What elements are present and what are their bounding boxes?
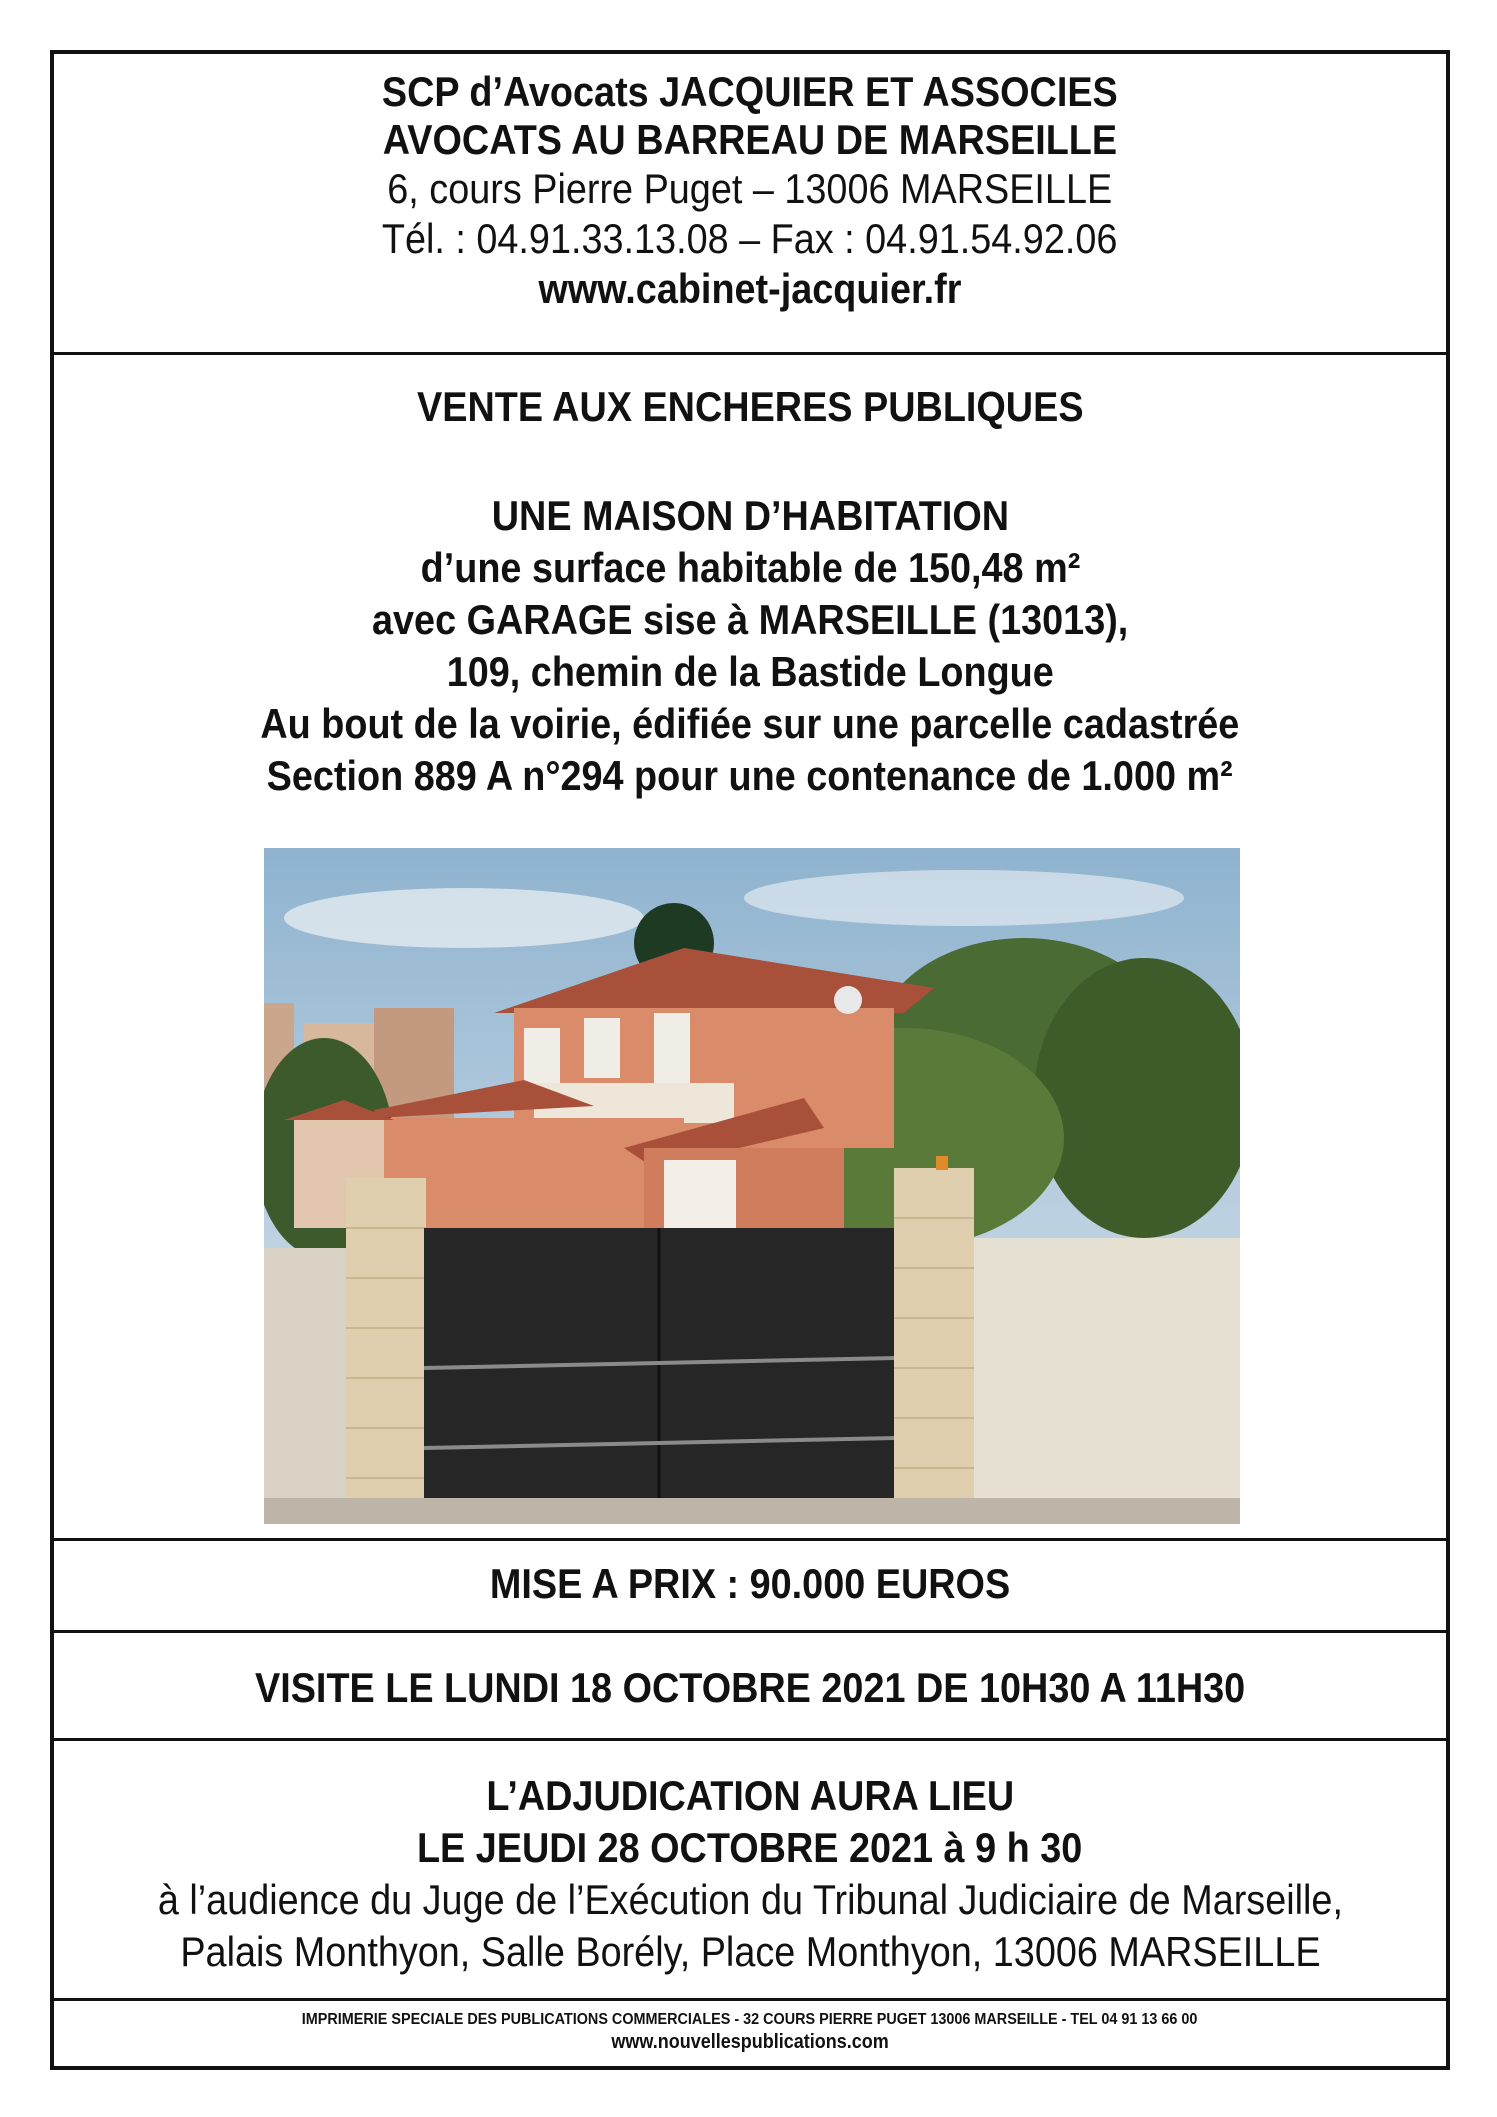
- divider: [54, 1998, 1446, 2001]
- divider: [54, 1630, 1446, 1633]
- property-address: 109, chemin de la Bastide Longue: [446, 648, 1054, 695]
- property-type: UNE MAISON D’HABITATION: [491, 492, 1009, 539]
- sale-section: [54, 382, 1446, 432]
- divider: [54, 1738, 1446, 1741]
- printer-info: IMPRIMERIE SPECIALE DES PUBLICATIONS COMMERCIALES - 32 COURS PIERRE PUGET 13006 MARSEILLE - TEL 04 91 13 66 00: [302, 2011, 1198, 2028]
- property-cadastre: Section 889 A n°294 pour une contenance de 1.000 m²: [266, 752, 1234, 799]
- visit-section: [54, 1660, 1446, 1716]
- firm-name: SCP d’Avocats JACQUIER ET ASSOCIES: [382, 68, 1118, 115]
- sale-title: VENTE AUX ENCHERES PUBLIQUES: [416, 383, 1084, 430]
- house-with-gate-illustration: [264, 848, 1240, 1524]
- divider: [54, 352, 1446, 355]
- starting-price: MISE A PRIX : 90.000 EUROS: [489, 1560, 1011, 1607]
- property-surface: d’une surface habitable de 150,48 m²: [420, 544, 1080, 591]
- property-plot: Au bout de la voirie, édifiée sur une parcelle cadastrée: [260, 700, 1240, 747]
- price-section: [54, 1556, 1446, 1612]
- firm-address: 6, cours Pierre Puget – 13006 MARSEILLE: [387, 165, 1113, 212]
- auction-section: [54, 1770, 1446, 1978]
- auction-date: LE JEUDI 28 OCTOBRE 2021 à 9 h 30: [417, 1824, 1083, 1871]
- auction-venue: à l’audience du Juge de l’Exécution du Tribunal Judiciaire de Marseille,: [157, 1876, 1343, 1923]
- visit-date: VISITE LE LUNDI 18 OCTOBRE 2021 DE 10H30 A 11H30: [254, 1664, 1246, 1711]
- printer-website[interactable]: www.nouvellespublications.com: [611, 2031, 889, 2053]
- law-firm-header: [54, 68, 1446, 314]
- firm-website[interactable]: www.cabinet-jacquier.fr: [538, 265, 962, 312]
- firm-phone: Tél. : 04.91.33.13.08 – Fax : 04.91.54.92.06: [382, 215, 1118, 262]
- auction-title: L’ADJUDICATION AURA LIEU: [486, 1772, 1014, 1819]
- printer-footer: [54, 2010, 1446, 2054]
- bar-association: AVOCATS AU BARREAU DE MARSEILLE: [382, 116, 1118, 163]
- property-photo: [264, 848, 1240, 1524]
- property-location: avec GARAGE sise à MARSEILLE (13013),: [371, 596, 1129, 643]
- auction-address: Palais Monthyon, Salle Borély, Place Monthyon, 13006 MARSEILLE: [179, 1928, 1321, 1975]
- property-description: [54, 490, 1446, 802]
- divider: [54, 1538, 1446, 1541]
